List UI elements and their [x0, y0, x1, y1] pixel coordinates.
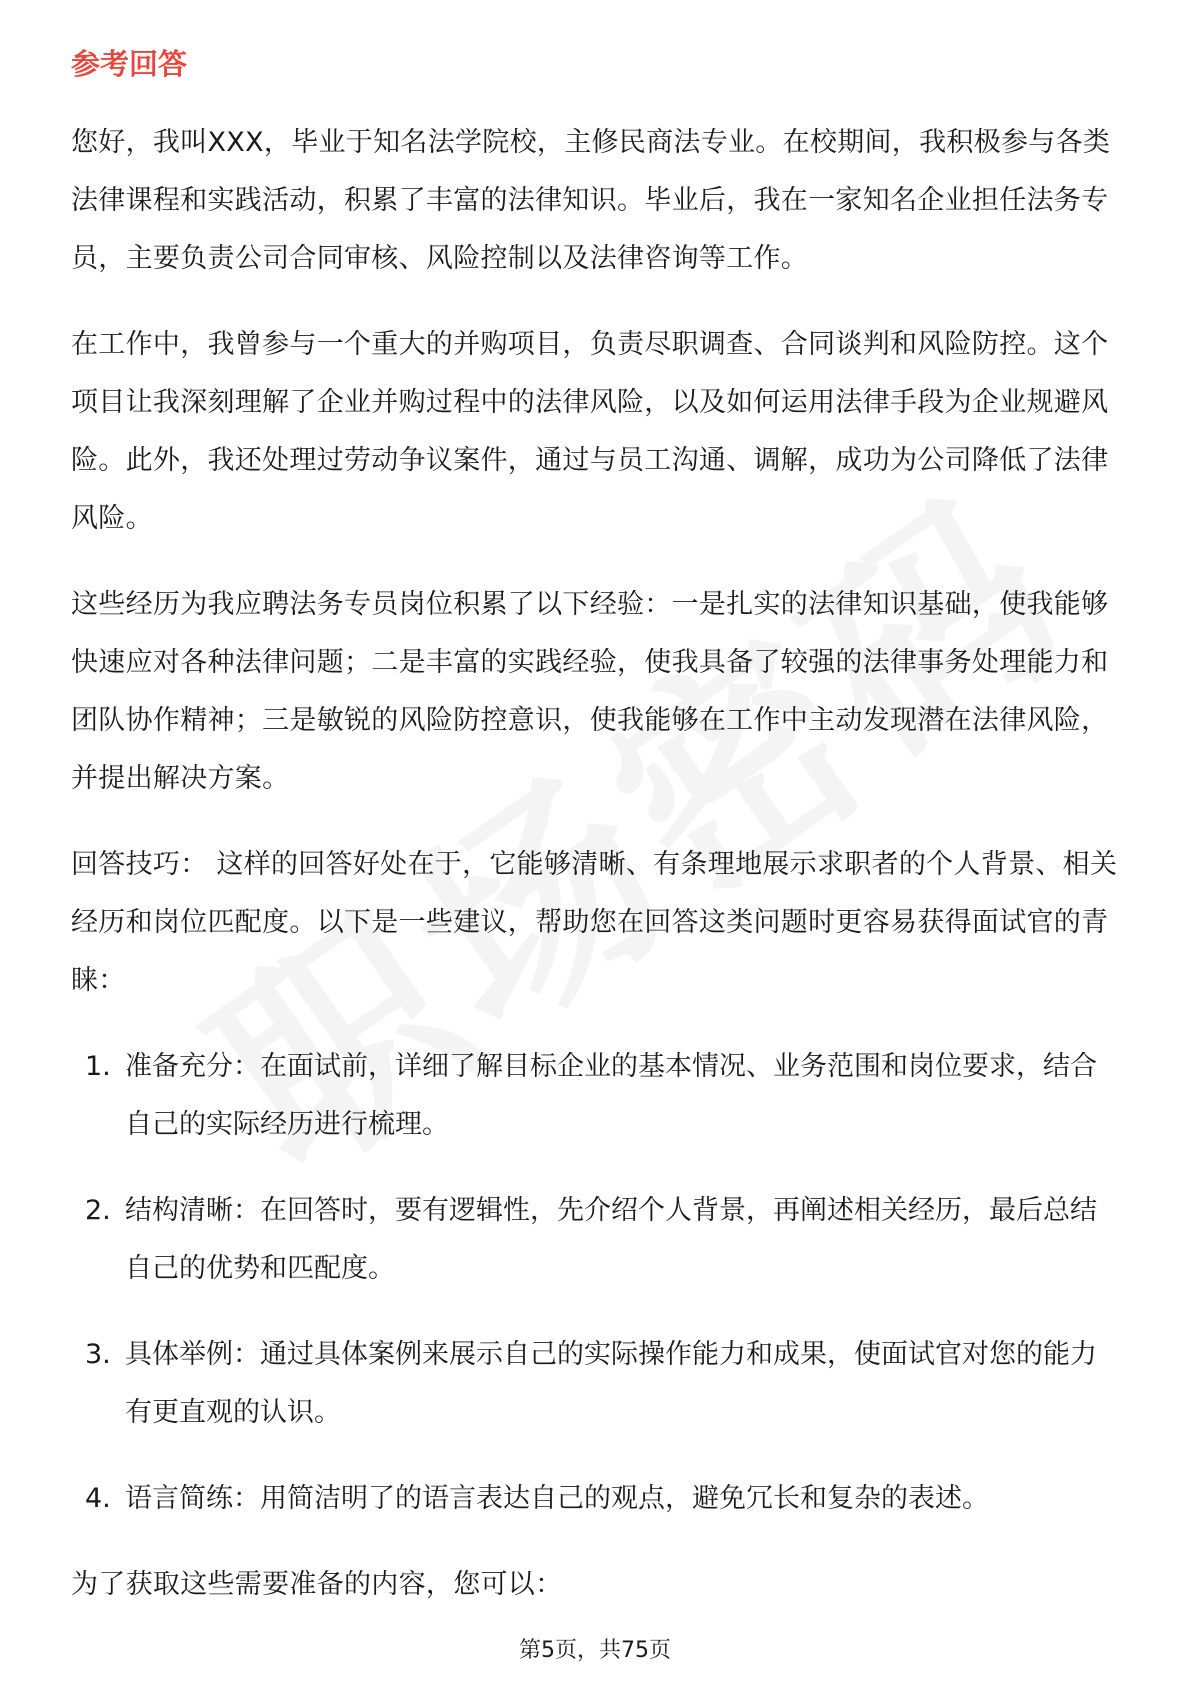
list-item-text: 准备充分：在面试前，详细了解目标企业的基本情况、业务范围和岗位要求，结合自己的实际经历进行梳理。 — [125, 1051, 1097, 1140]
content-area — [71, 44, 1119, 1642]
list-item — [71, 1326, 1119, 1442]
page-number: 第5页，共75页 — [519, 1638, 671, 1663]
list-item — [71, 1182, 1119, 1298]
list-number: 4. — [85, 1483, 111, 1514]
list-item — [71, 1470, 1119, 1528]
paragraph-closing: 为了获取这些需要准备的内容，您可以： — [71, 1569, 563, 1600]
paragraph-work-experience: 在工作中，我曾参与一个重大的并购项目，负责尽职调查、合同谈判和风险防控。这个项目让我深刻理解了企业并购过程中的法律风险，以及如何运用法律手段为企业规避风险。此外，我还处理过劳动争议案件，通过与员工沟通、调解，成功为公司降低了法律风险。 — [71, 329, 1109, 534]
section-title: 参考回答 — [71, 47, 188, 81]
list-item — [71, 1038, 1119, 1154]
paragraph-intro: 您好，我叫XXX，毕业于知名法学院校，主修民商法专业。在校期间，我积极参与各类法律课程和实践活动，积累了丰富的法律知识。毕业后，我在一家知名企业担任法务专员，主要负责公司合同审核、风险控制以及法律咨询等工作。 — [71, 127, 1111, 274]
list-number: 1. — [85, 1051, 111, 1082]
list-item-text: 具体举例：通过具体案例来展示自己的实际操作能力和成果，使面试官对您的能力有更直观的认识。 — [125, 1339, 1097, 1428]
paragraph-experience-summary: 这些经历为我应聘法务专员岗位积累了以下经验：一是扎实的法律知识基础，使我能够快速应对各种法律问题；二是丰富的实践经验，使我具备了较强的法律事务处理能力和团队协作精神；三是敏锐的风险防控意识，使我能够在工作中主动发现潜在法律风险，并提出解决方案。 — [71, 589, 1109, 794]
list-number: 3. — [85, 1339, 111, 1370]
paragraph-answer-tips: 回答技巧： 这样的回答好处在于，它能够清晰、有条理地展示求职者的个人背景、相关经历和岗位匹配度。以下是一些建议，帮助您在回答这类问题时更容易获得面试官的青睐： — [71, 849, 1118, 996]
list-item-text: 语言简练：用简洁明了的语言表达自己的观点，避免冗长和复杂的表述。 — [125, 1483, 989, 1514]
tips-list — [71, 1038, 1119, 1528]
list-item-text: 结构清晰：在回答时，要有逻辑性，先介绍个人背景，再阐述相关经历，最后总结自己的优势和匹配度。 — [125, 1195, 1097, 1284]
list-number: 2. — [85, 1195, 111, 1226]
